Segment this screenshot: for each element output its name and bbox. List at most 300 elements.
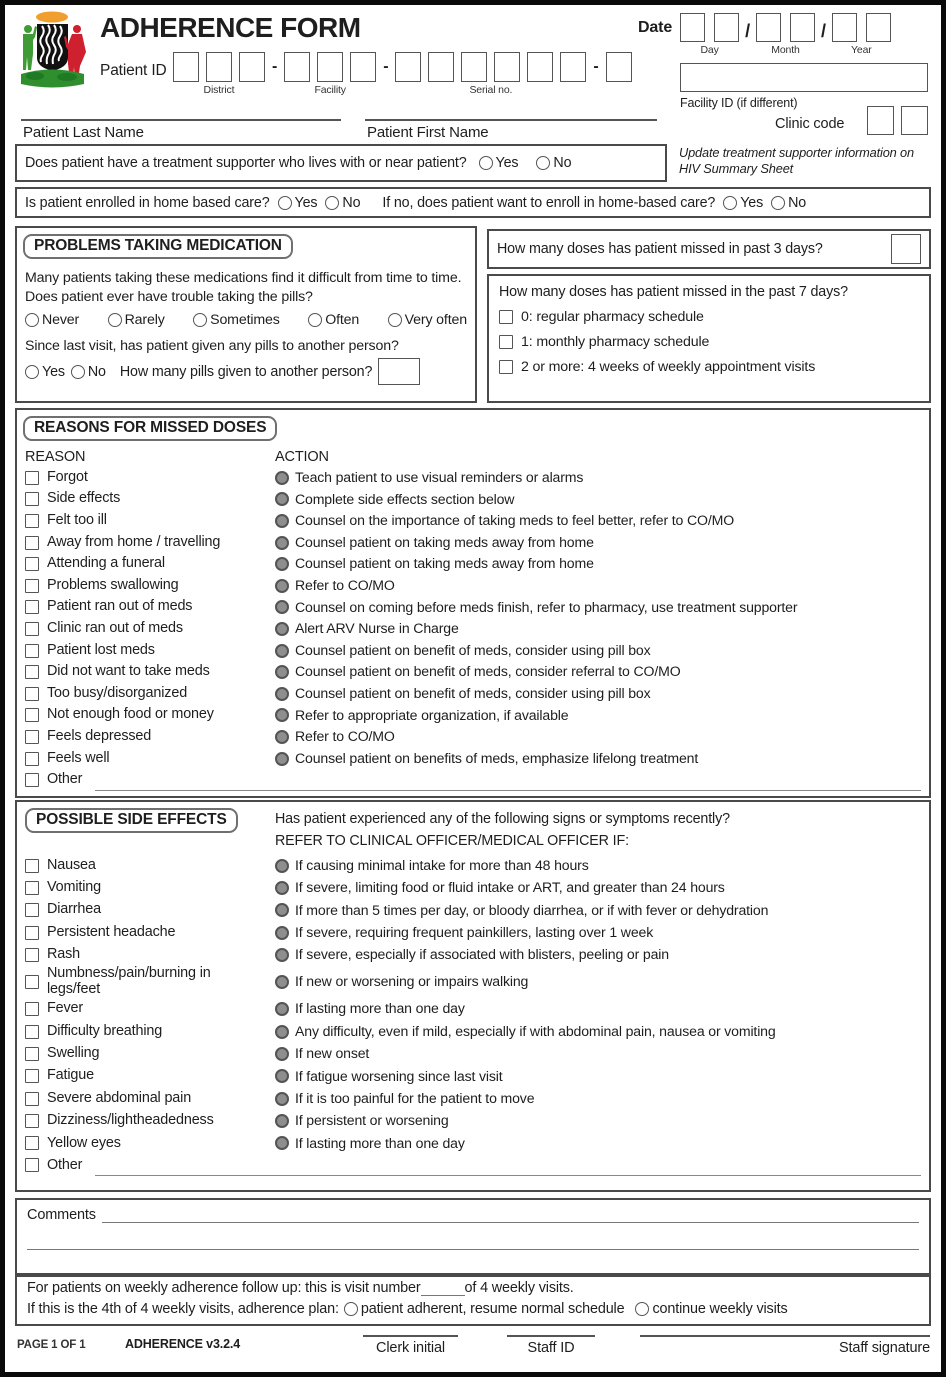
date-field: [638, 13, 891, 56]
symptom-action: [275, 903, 921, 919]
side-effect-row: [17, 966, 929, 998]
checkbox-icon[interactable]: [25, 687, 39, 701]
form-version: ADHERENCE v3.2.4: [125, 1337, 241, 1351]
last-name-label: Patient Last Name: [23, 124, 144, 141]
supporter-question: Does patient have a treatment supporter who lives with or near patient?: [25, 155, 467, 171]
id-box[interactable]: [284, 52, 310, 82]
checkbox-icon[interactable]: [25, 600, 39, 614]
patient-id-group-check: [606, 52, 632, 82]
radio-icon[interactable]: [325, 196, 339, 210]
radio-icon[interactable]: [193, 313, 207, 327]
action-text: Refer to appropriate organization, if available: [295, 706, 569, 723]
side-effect-row: [17, 899, 929, 921]
action-text: Counsel patient on benefits of meds, emphasize lifelong treatment: [295, 749, 699, 766]
radio-icon[interactable]: [635, 1302, 649, 1316]
radio-icon[interactable]: [536, 156, 550, 170]
side-effects-section-title: POSSIBLE SIDE EFFECTS: [25, 808, 238, 833]
facility-id-input[interactable]: [680, 63, 928, 92]
possible-side-effects-section: [15, 800, 931, 1192]
symptom-label: Dizziness/lightheadedness: [47, 1112, 214, 1129]
checkbox-icon[interactable]: [25, 514, 39, 528]
side-effect-other-row: [17, 1155, 929, 1177]
clerk-initial-field: [363, 1335, 458, 1356]
id-box[interactable]: [560, 52, 586, 82]
home-care-q2: If no, does patient want to enroll in home-based care?: [382, 194, 716, 211]
reason-action: [275, 729, 921, 745]
pills-count-input[interactable]: [378, 358, 420, 385]
date-box[interactable]: [756, 13, 781, 42]
reasons-rows: [17, 467, 929, 769]
pills-yes-option[interactable]: [25, 364, 65, 380]
missed-7days-options: [499, 309, 919, 375]
symptom-option[interactable]: [25, 1091, 275, 1107]
checkbox-icon[interactable]: [25, 730, 39, 744]
action-bullet-icon: [275, 557, 289, 571]
reason-row: [17, 661, 929, 683]
problems-intro: Many patients taking these medications find it difficult from time to time. Does patient ever have trouble taking the pills?: [25, 270, 462, 305]
checkbox-icon[interactable]: [25, 1158, 39, 1172]
action-bullet-icon: [275, 514, 289, 528]
checkbox-icon[interactable]: [25, 579, 39, 593]
checkbox-icon[interactable]: [25, 903, 39, 917]
page-title: ADHERENCE FORM: [100, 12, 361, 43]
symptom-action: [275, 1001, 921, 1017]
patient-id-group-serial: [395, 52, 586, 96]
reason-label: Did not want to take meds: [47, 663, 210, 680]
action-text: Counsel patient on benefit of meds, consider using pill box: [295, 641, 651, 658]
date-box[interactable]: [790, 13, 815, 42]
reason-label: Attending a funeral: [47, 555, 165, 572]
supporter-no-option[interactable]: [536, 155, 571, 171]
reason-row: [17, 510, 929, 532]
id-box[interactable]: [606, 52, 632, 82]
id-box[interactable]: [395, 52, 421, 82]
symptom-action: [275, 925, 921, 941]
enroll-yes-option[interactable]: [723, 195, 763, 211]
reason-row: [17, 467, 929, 489]
radio-icon[interactable]: [344, 1302, 358, 1316]
checkbox-icon[interactable]: [25, 1114, 39, 1128]
side-effects-rows: [17, 854, 929, 1154]
action-bullet-icon: [275, 1047, 289, 1061]
action-bullet-icon: [275, 687, 289, 701]
id-separator: -: [593, 58, 599, 75]
radio-icon[interactable]: [108, 313, 122, 327]
side-effect-row: [17, 921, 929, 943]
id-box[interactable]: [461, 52, 487, 82]
clinic-code-box[interactable]: [901, 106, 928, 135]
action-bullet-icon: [275, 471, 289, 485]
action-text: Counsel patient on taking meds away from home: [295, 533, 594, 550]
clinic-code-box[interactable]: [867, 106, 894, 135]
checkbox-icon[interactable]: [25, 1069, 39, 1083]
reason-column-header: REASON: [25, 449, 86, 465]
symptom-label: Severe abdominal pain: [47, 1089, 192, 1106]
reason-label: Too busy/disorganized: [47, 684, 188, 701]
reason-option[interactable]: [25, 599, 275, 615]
reason-row: [17, 489, 929, 511]
action-text: If lasting more than one day: [295, 1000, 465, 1017]
missed-7days-option[interactable]: [499, 309, 919, 325]
reason-label: Patient lost meds: [47, 641, 155, 658]
id-box[interactable]: [428, 52, 454, 82]
facility-id-label: Facility ID (if different): [680, 96, 798, 110]
page-number: PAGE 1 OF 1: [17, 1339, 86, 1351]
side-effect-row: [17, 1132, 929, 1154]
frequency-option[interactable]: [25, 312, 79, 328]
frequency-option-label: Very often: [404, 312, 467, 329]
problems-taking-medication-section: [15, 226, 477, 403]
treatment-supporter-question-box: [15, 144, 667, 182]
action-bullet-icon: [275, 1002, 289, 1016]
id-box[interactable]: [206, 52, 232, 82]
patient-id-field: [173, 52, 632, 96]
checkbox-icon[interactable]: [25, 644, 39, 658]
reason-row: [17, 748, 929, 770]
action-text: If new or worsening or impairs walking: [295, 973, 529, 990]
action-text: If persistent or worsening: [295, 1112, 449, 1129]
missed-doses-7days-box: [487, 274, 931, 403]
action-bullet-icon: [275, 622, 289, 636]
date-label: Date: [638, 19, 673, 36]
no-label: No: [553, 155, 572, 171]
action-bullet-icon: [275, 903, 289, 917]
reason-other-option[interactable]: [25, 772, 95, 788]
radio-icon[interactable]: [479, 156, 493, 170]
checkbox-icon[interactable]: [25, 557, 39, 571]
weekly-line1-text: For patients on weekly adherence follow up: this is visit number: [27, 1280, 421, 1296]
first-name-label: Patient First Name: [367, 124, 489, 141]
reason-option[interactable]: [25, 470, 275, 486]
visit-number-input[interactable]: [421, 1281, 465, 1296]
reason-label: Away from home / travelling: [47, 533, 221, 550]
reasons-for-missed-doses-section: [15, 408, 931, 798]
action-bullet-icon: [275, 1114, 289, 1128]
comments-section: [15, 1198, 931, 1275]
reason-option[interactable]: [25, 729, 275, 745]
checkbox-icon[interactable]: [25, 975, 39, 989]
action-text: Complete side effects section below: [295, 490, 515, 507]
plan-adherent-option[interactable]: [344, 1301, 625, 1317]
checkbox-icon[interactable]: [25, 948, 39, 962]
symptom-label: Fever: [47, 1000, 84, 1017]
symptom-option[interactable]: [25, 1001, 275, 1017]
reason-option[interactable]: [25, 621, 275, 637]
radio-icon[interactable]: [278, 196, 292, 210]
radio-icon[interactable]: [25, 365, 39, 379]
id-box[interactable]: [317, 52, 343, 82]
date-box[interactable]: [714, 13, 739, 42]
checkbox-icon[interactable]: [25, 773, 39, 787]
reason-action: [275, 621, 921, 637]
reason-label: Clinic ran out of meds: [47, 620, 183, 637]
symptom-option[interactable]: [25, 925, 275, 941]
radio-icon[interactable]: [308, 313, 322, 327]
supporter-yes-option[interactable]: [479, 155, 519, 171]
date-month-group: [756, 13, 815, 56]
staff-signature-input[interactable]: [640, 1335, 930, 1337]
missed-7days-option-label: 0: regular pharmacy schedule: [521, 309, 704, 325]
trouble-frequency-options: [25, 312, 467, 328]
pills-count-question: How many pills given to another person?: [119, 363, 373, 380]
reason-option[interactable]: [25, 578, 275, 594]
frequency-option-label: Often: [325, 312, 360, 329]
last-name-input[interactable]: [21, 101, 341, 121]
yes-label: Yes: [42, 363, 65, 380]
reason-option[interactable]: [25, 643, 275, 659]
side-effect-row: [17, 944, 929, 966]
reason-label: Feels well: [47, 749, 110, 766]
reason-option[interactable]: [25, 556, 275, 572]
frequency-option[interactable]: [388, 312, 467, 328]
action-bullet-icon: [275, 644, 289, 658]
action-bullet-icon: [275, 665, 289, 679]
reason-other-input[interactable]: [95, 773, 921, 791]
action-bullet-icon: [275, 752, 289, 766]
checkbox-icon[interactable]: [25, 1002, 39, 1016]
reason-option[interactable]: [25, 686, 275, 702]
missed-3days-input[interactable]: [891, 234, 921, 264]
reason-row: [17, 683, 929, 705]
year-sublabel: Year: [851, 44, 872, 56]
action-text: If new onset: [295, 1045, 370, 1062]
radio-icon[interactable]: [71, 365, 85, 379]
staff-signature-field: [640, 1335, 930, 1356]
symptom-action: [275, 1136, 921, 1152]
id-box[interactable]: [494, 52, 520, 82]
district-sublabel: District: [203, 84, 235, 96]
frequency-option-label: Rarely: [124, 312, 165, 329]
reason-label: Side effects: [47, 490, 121, 507]
symptom-label: Rash: [47, 946, 80, 963]
comments-line-1[interactable]: [102, 1206, 919, 1223]
symptom-option[interactable]: [25, 1136, 275, 1152]
missed-7days-option-label: 1: monthly pharmacy schedule: [521, 334, 710, 350]
reason-action: [275, 686, 921, 702]
date-box[interactable]: [866, 13, 891, 42]
date-year-group: [832, 13, 891, 56]
symptom-other-option[interactable]: [25, 1158, 95, 1174]
action-bullet-icon: [275, 536, 289, 550]
frequency-option-label: Sometimes: [210, 312, 280, 329]
action-text: Refer to CO/MO: [295, 728, 395, 745]
checkbox-icon[interactable]: [25, 1047, 39, 1061]
supporter-note: Update treatment supporter information on HIV Summary Sheet: [679, 145, 914, 176]
first-name-input[interactable]: [365, 101, 657, 121]
symptom-option[interactable]: [25, 947, 275, 963]
checkbox-icon[interactable]: [25, 1092, 39, 1106]
symptom-option[interactable]: [25, 1068, 275, 1084]
radio-icon[interactable]: [25, 313, 39, 327]
missed-7days-option[interactable]: [499, 359, 919, 375]
missed-7days-option[interactable]: [499, 334, 919, 350]
checkbox-icon[interactable]: [499, 335, 513, 349]
reason-option[interactable]: [25, 513, 275, 529]
side-effect-row: [17, 998, 929, 1020]
no-label: No: [342, 194, 361, 211]
action-text: Refer to CO/MO: [295, 577, 395, 594]
checkbox-icon[interactable]: [25, 859, 39, 873]
radio-icon[interactable]: [388, 313, 402, 327]
symptom-action: [275, 1091, 921, 1107]
action-text: If causing minimal intake for more than 48 hours: [295, 856, 589, 873]
clerk-initial-input[interactable]: [363, 1335, 458, 1337]
reasons-section-title: REASONS FOR MISSED DOSES: [23, 416, 277, 441]
reason-row: [17, 597, 929, 619]
frequency-option[interactable]: [308, 312, 359, 328]
checkbox-icon[interactable]: [25, 536, 39, 550]
checkbox-icon[interactable]: [499, 360, 513, 374]
id-box[interactable]: [350, 52, 376, 82]
checkbox-icon[interactable]: [25, 1136, 39, 1150]
symptom-action: [275, 858, 921, 874]
symptom-option[interactable]: [25, 902, 275, 918]
symptom-option[interactable]: [25, 1113, 275, 1129]
id-separator: -: [383, 58, 389, 75]
checkbox-icon[interactable]: [25, 926, 39, 940]
pills-given-question: Since last visit, has patient given any pills to another person?: [25, 338, 399, 355]
comments-line-2[interactable]: [27, 1249, 919, 1250]
adherence-plan-question: If this is the 4th of 4 weekly visits, adherence plan:: [27, 1301, 339, 1317]
action-bullet-icon: [275, 600, 289, 614]
checkbox-icon[interactable]: [25, 1025, 39, 1039]
action-text: If severe, limiting food or fluid intake or ART, and greater than 24 hours: [295, 879, 725, 896]
id-box[interactable]: [527, 52, 553, 82]
staff-id-input[interactable]: [507, 1335, 595, 1337]
date-box[interactable]: [680, 13, 705, 42]
checkbox-icon[interactable]: [25, 471, 39, 485]
side-effect-row: [17, 1110, 929, 1132]
symptom-option[interactable]: [25, 966, 275, 998]
reason-action: [275, 578, 921, 594]
reason-action: [275, 708, 921, 724]
date-separator: /: [820, 21, 826, 41]
symptom-option[interactable]: [25, 858, 275, 874]
symptom-action: [275, 974, 921, 990]
action-bullet-icon: [275, 1136, 289, 1150]
symptom-action: [275, 947, 921, 963]
action-bullet-icon: [275, 492, 289, 506]
checkbox-icon[interactable]: [25, 752, 39, 766]
symptom-action: [275, 1113, 921, 1129]
action-text: Counsel patient on taking meds away from home: [295, 555, 594, 572]
id-box[interactable]: [239, 52, 265, 82]
reason-row: [17, 553, 929, 575]
action-bullet-icon: [275, 1025, 289, 1039]
action-bullet-icon: [275, 730, 289, 744]
action-bullet-icon: [275, 881, 289, 895]
plan-continue-label: continue weekly visits: [652, 1301, 788, 1317]
action-text: If severe, especially if associated with blisters, peeling or pain: [295, 946, 669, 963]
action-text: Any difficulty, even if mild, especially if with abdominal pain, nausea or vomiting: [295, 1022, 776, 1039]
symptom-label: Numbness/pain/burning in legs/feet: [47, 965, 211, 998]
weekly-line1-end: of 4 weekly visits.: [464, 1280, 574, 1296]
reason-option[interactable]: [25, 664, 275, 680]
reason-option[interactable]: [25, 491, 275, 507]
missed-7days-option-label: 2 or more: 4 weeks of weekly appointment visits: [521, 359, 816, 375]
checkbox-icon[interactable]: [25, 622, 39, 636]
reason-option[interactable]: [25, 535, 275, 551]
symptom-label: Nausea: [47, 856, 96, 873]
symptom-option[interactable]: [25, 1046, 275, 1062]
missed-7days-question: How many doses has patient missed in the past 7 days?: [499, 284, 848, 300]
symptom-label: Persistent headache: [47, 923, 176, 940]
patient-id-group-facility: [284, 52, 376, 96]
action-text: Counsel patient on benefit of meds, consider using pill box: [295, 684, 651, 701]
reason-action: [275, 556, 921, 572]
action-text: Counsel on the importance of taking meds to feel better, refer to CO/MO: [295, 512, 735, 529]
frequency-option[interactable]: [193, 312, 280, 328]
home-care-no-option[interactable]: [325, 195, 360, 211]
checkbox-icon[interactable]: [25, 881, 39, 895]
symptom-label: Swelling: [47, 1045, 100, 1061]
reason-action: [275, 600, 921, 616]
reason-label: Felt too ill: [47, 512, 107, 529]
reason-action: [275, 513, 921, 529]
home-care-q1: Is patient enrolled in home based care?: [25, 194, 270, 211]
side-effect-row: [17, 854, 929, 876]
checkbox-icon[interactable]: [499, 310, 513, 324]
pills-no-option[interactable]: [71, 364, 106, 380]
date-box[interactable]: [832, 13, 857, 42]
checkbox-icon[interactable]: [25, 492, 39, 506]
reason-label: Problems swallowing: [47, 576, 179, 593]
reason-row: [17, 575, 929, 597]
side-effect-row: [17, 1020, 929, 1042]
enroll-no-option[interactable]: [771, 195, 806, 211]
side-effects-intro: Has patient experienced any of the following signs or symptoms recently?: [275, 811, 730, 827]
yes-label: Yes: [495, 155, 519, 171]
reason-action: [275, 751, 921, 767]
reason-label: Not enough food or money: [47, 706, 214, 723]
symptom-label: Vomiting: [47, 878, 101, 895]
reason-option[interactable]: [25, 707, 275, 723]
reason-option[interactable]: [25, 751, 275, 767]
staff-signature-label: Staff signature: [839, 1340, 930, 1356]
symptom-label: Difficulty breathing: [47, 1022, 163, 1039]
side-effect-other-input[interactable]: [95, 1158, 921, 1176]
frequency-option[interactable]: [108, 312, 165, 328]
id-box[interactable]: [173, 52, 199, 82]
clerk-initial-label: Clerk initial: [376, 1340, 445, 1356]
symptom-label: Diarrhea: [47, 901, 101, 918]
checkbox-icon[interactable]: [25, 708, 39, 722]
symptom-option[interactable]: [25, 1024, 275, 1040]
other-label: Other: [47, 771, 83, 788]
radio-icon[interactable]: [723, 196, 737, 210]
refer-header: REFER TO CLINICAL OFFICER/MEDICAL OFFICER IF:: [275, 833, 629, 850]
other-label: Other: [47, 1156, 83, 1173]
symptom-action: [275, 1024, 921, 1040]
weekly-follow-up-section: [15, 1275, 931, 1326]
symptom-action: [275, 1046, 921, 1062]
checkbox-icon[interactable]: [25, 665, 39, 679]
reason-action: [275, 664, 921, 680]
home-based-care-box: [15, 187, 931, 218]
frequency-option-label: Never: [42, 312, 80, 329]
plan-continue-option[interactable]: [635, 1301, 787, 1317]
symptom-action: [275, 1069, 921, 1085]
reason-row: [17, 640, 929, 662]
id-separator: -: [272, 58, 278, 75]
reason-action: [275, 535, 921, 551]
side-effect-row: [17, 1065, 929, 1087]
radio-icon[interactable]: [771, 196, 785, 210]
home-care-yes-option[interactable]: [278, 195, 318, 211]
date-day-group: [680, 13, 739, 56]
action-text: Counsel on coming before meds finish, refer to pharmacy, use treatment supporter: [295, 598, 798, 615]
symptom-option[interactable]: [25, 880, 275, 896]
